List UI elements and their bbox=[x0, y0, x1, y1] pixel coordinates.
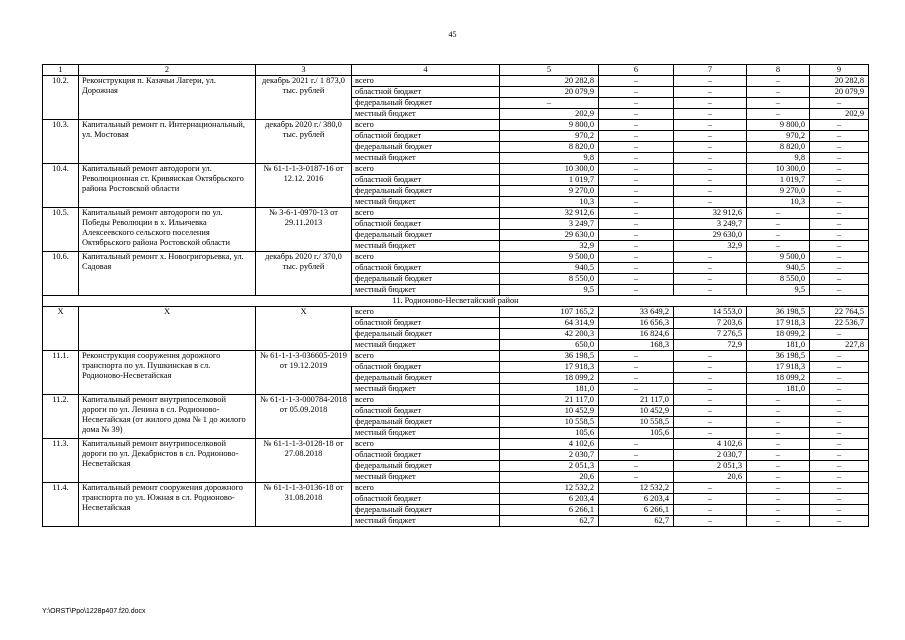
amount-cell: – bbox=[674, 252, 747, 263]
amount-cell: – bbox=[747, 461, 810, 472]
amount-cell: – bbox=[674, 417, 747, 428]
funding-source: федеральный бюджет bbox=[352, 461, 500, 472]
amount-cell: – bbox=[747, 439, 810, 450]
funding-source: всего bbox=[352, 252, 500, 263]
amount-cell: – bbox=[599, 164, 674, 175]
amount-cell: 18 099,2 bbox=[747, 329, 810, 340]
funding-source: местный бюджет bbox=[352, 241, 500, 252]
amount-cell: 33 649,2 bbox=[599, 307, 674, 318]
amount-cell: – bbox=[810, 395, 869, 406]
item-number: 10.6. bbox=[43, 252, 79, 296]
amount-cell: 650,0 bbox=[500, 340, 599, 351]
amount-cell: 14 553,0 bbox=[674, 307, 747, 318]
funding-source: всего bbox=[352, 208, 500, 219]
amount-cell: 20,6 bbox=[500, 472, 599, 483]
amount-cell: – bbox=[599, 98, 674, 109]
amount-cell: 32 912,6 bbox=[500, 208, 599, 219]
amount-cell: – bbox=[747, 241, 810, 252]
funding-source: федеральный бюджет bbox=[352, 142, 500, 153]
funding-source: всего bbox=[352, 351, 500, 362]
amount-cell: 10 452,9 bbox=[500, 406, 599, 417]
amount-cell: – bbox=[810, 472, 869, 483]
amount-cell: 22 536,7 bbox=[810, 318, 869, 329]
amount-cell: – bbox=[810, 219, 869, 230]
document-details: декабрь 2021 г./ 1 873,0 тыс. рублей bbox=[256, 76, 352, 120]
amount-cell: – bbox=[674, 406, 747, 417]
amount-cell: 29 630,0 bbox=[674, 230, 747, 241]
funding-source: местный бюджет bbox=[352, 153, 500, 164]
amount-cell: 2 030,7 bbox=[500, 450, 599, 461]
table-row bbox=[43, 164, 869, 175]
item-number: 11.3. bbox=[43, 439, 79, 483]
amount-cell: 4 102,6 bbox=[674, 439, 747, 450]
amount-cell: – bbox=[810, 186, 869, 197]
amount-cell: – bbox=[810, 329, 869, 340]
amount-cell: – bbox=[810, 131, 869, 142]
amount-cell: – bbox=[810, 428, 869, 439]
amount-cell: 18 099,2 bbox=[747, 373, 810, 384]
funding-source: всего bbox=[352, 120, 500, 131]
amount-cell: 107 165,2 bbox=[500, 307, 599, 318]
column-number-5: 5 bbox=[500, 65, 599, 76]
item-number: 10.2. bbox=[43, 76, 79, 120]
amount-cell: – bbox=[674, 186, 747, 197]
amount-cell: – bbox=[599, 472, 674, 483]
amount-cell: 7 203,6 bbox=[674, 318, 747, 329]
amount-cell: 168,3 bbox=[599, 340, 674, 351]
amount-cell: 9 270,0 bbox=[500, 186, 599, 197]
amount-cell: 4 102,6 bbox=[500, 439, 599, 450]
amount-cell: – bbox=[599, 362, 674, 373]
amount-cell: 10,3 bbox=[747, 197, 810, 208]
amount-cell: 940,5 bbox=[500, 263, 599, 274]
amount-cell: 105,6 bbox=[599, 428, 674, 439]
amount-cell: 2 051,3 bbox=[500, 461, 599, 472]
funding-source: местный бюджет bbox=[352, 472, 500, 483]
funding-source: всего bbox=[352, 307, 500, 318]
amount-cell: 1 019,7 bbox=[747, 175, 810, 186]
amount-cell: 36 198,5 bbox=[747, 351, 810, 362]
amount-cell: 20 079,9 bbox=[810, 87, 869, 98]
amount-cell: 940,5 bbox=[747, 263, 810, 274]
amount-cell: – bbox=[810, 351, 869, 362]
section-title: 11. Родионово-Несветайский район bbox=[43, 296, 869, 307]
table-row bbox=[43, 395, 869, 406]
amount-cell: 17 918,3 bbox=[747, 318, 810, 329]
amount-cell: – bbox=[674, 351, 747, 362]
amount-cell: – bbox=[599, 109, 674, 120]
amount-cell: – bbox=[810, 494, 869, 505]
amount-cell: 29 630,0 bbox=[500, 230, 599, 241]
amount-cell: 227,8 bbox=[810, 340, 869, 351]
amount-cell: – bbox=[599, 142, 674, 153]
funding-source: федеральный бюджет bbox=[352, 274, 500, 285]
amount-cell: 21 117,0 bbox=[599, 395, 674, 406]
funding-source: всего bbox=[352, 76, 500, 87]
table-row bbox=[43, 439, 869, 450]
funding-source: местный бюджет bbox=[352, 109, 500, 120]
amount-cell: – bbox=[599, 263, 674, 274]
amount-cell: – bbox=[674, 197, 747, 208]
amount-cell: 42 200,3 bbox=[500, 329, 599, 340]
funding-source: местный бюджет bbox=[352, 384, 500, 395]
total-marker: X bbox=[79, 307, 256, 351]
amount-cell: 6 203,4 bbox=[500, 494, 599, 505]
amount-cell: – bbox=[810, 230, 869, 241]
amount-cell: – bbox=[747, 109, 810, 120]
object-name: Капитальный ремонт сооружения дорожного транспорта по ул. Южная в сл. Родионово-Несветайская bbox=[79, 483, 256, 527]
funding-source: областной бюджет bbox=[352, 131, 500, 142]
column-number-8: 8 bbox=[747, 65, 810, 76]
total-marker: X bbox=[256, 307, 352, 351]
amount-cell: – bbox=[674, 384, 747, 395]
amount-cell: 36 198,5 bbox=[747, 307, 810, 318]
amount-cell: 8 550,0 bbox=[747, 274, 810, 285]
page-number: 45 bbox=[448, 30, 457, 39]
amount-cell: 2 030,7 bbox=[674, 450, 747, 461]
amount-cell: – bbox=[674, 164, 747, 175]
column-number-2: 2 bbox=[79, 65, 256, 76]
amount-cell: 62,7 bbox=[500, 516, 599, 527]
amount-cell: – bbox=[747, 417, 810, 428]
amount-cell: – bbox=[599, 197, 674, 208]
amount-cell: – bbox=[747, 76, 810, 87]
amount-cell: 181,0 bbox=[747, 340, 810, 351]
object-name: Капитальный ремонт внутрипоселковой дороги по ул. Декабристов в сл. Родионово-Несветайская bbox=[79, 439, 256, 483]
budget-table bbox=[42, 64, 869, 527]
amount-cell: 9,5 bbox=[747, 285, 810, 296]
item-number: 10.3. bbox=[43, 120, 79, 164]
document-details: № 61-1-1-3-000784-2018 от 05.09.2018 bbox=[256, 395, 352, 439]
amount-cell: – bbox=[599, 241, 674, 252]
amount-cell: – bbox=[599, 230, 674, 241]
amount-cell: 9,5 bbox=[500, 285, 599, 296]
document-details: № 61-1-1-3-0187-16 от 12.12. 2016 bbox=[256, 164, 352, 208]
amount-cell: – bbox=[810, 197, 869, 208]
amount-cell: – bbox=[747, 483, 810, 494]
amount-cell: – bbox=[674, 120, 747, 131]
amount-cell: 2 051,3 bbox=[674, 461, 747, 472]
amount-cell: – bbox=[810, 241, 869, 252]
section-row bbox=[43, 296, 869, 307]
amount-cell: 17 918,3 bbox=[747, 362, 810, 373]
amount-cell: 9 500,0 bbox=[500, 252, 599, 263]
amount-cell: 181,0 bbox=[500, 384, 599, 395]
amount-cell: – bbox=[747, 406, 810, 417]
amount-cell: 32,9 bbox=[674, 241, 747, 252]
amount-cell: – bbox=[599, 439, 674, 450]
amount-cell: – bbox=[810, 384, 869, 395]
table-row bbox=[43, 351, 869, 362]
item-number: 11.2. bbox=[43, 395, 79, 439]
amount-cell: 62,7 bbox=[599, 516, 674, 527]
item-number: 10.4. bbox=[43, 164, 79, 208]
amount-cell: 9,8 bbox=[500, 153, 599, 164]
amount-cell: – bbox=[810, 516, 869, 527]
object-name: Реконструкция п. Казачьи Лагери, ул. Дорожная bbox=[79, 76, 256, 120]
amount-cell: 36 198,5 bbox=[500, 351, 599, 362]
object-name: Капитальный ремонт внутрипоселковой дороги по ул. Ленина в сл. Родионово-Несветайская (от жилого дома № 1 до жилого дома № 39) bbox=[79, 395, 256, 439]
amount-cell: 6 266,1 bbox=[599, 505, 674, 516]
table-row bbox=[43, 76, 869, 87]
object-name: Капитальный ремонт автодороги ул. Революционная ст. Кривянская Октябрьского района Ростовской области bbox=[79, 164, 256, 208]
amount-cell: 10 558,5 bbox=[500, 417, 599, 428]
amount-cell: 18 099,2 bbox=[500, 373, 599, 384]
amount-cell: 9 800,0 bbox=[500, 120, 599, 131]
amount-cell: – bbox=[599, 120, 674, 131]
amount-cell: 970,2 bbox=[747, 131, 810, 142]
document-details: № 3-6-1-0970-13 от 29.11.2013 bbox=[256, 208, 352, 252]
amount-cell: – bbox=[747, 505, 810, 516]
amount-cell: 970,2 bbox=[500, 131, 599, 142]
amount-cell: 9 500,0 bbox=[747, 252, 810, 263]
amount-cell: – bbox=[810, 153, 869, 164]
funding-source: федеральный бюджет bbox=[352, 98, 500, 109]
amount-cell: – bbox=[674, 109, 747, 120]
funding-source: областной бюджет bbox=[352, 406, 500, 417]
column-number-3: 3 bbox=[256, 65, 352, 76]
document-details: № 61-1-1-3-036605-2019 от 19.12.2019 bbox=[256, 351, 352, 395]
amount-cell: 7 276,5 bbox=[674, 329, 747, 340]
item-number: 10.5. bbox=[43, 208, 79, 252]
document-details: декабрь 2020 г./ 370,0 тыс. рублей bbox=[256, 252, 352, 296]
amount-cell: 32 912,6 bbox=[674, 208, 747, 219]
amount-cell: – bbox=[747, 395, 810, 406]
amount-cell: – bbox=[674, 505, 747, 516]
amount-cell: – bbox=[500, 98, 599, 109]
amount-cell: 202,9 bbox=[810, 109, 869, 120]
amount-cell: – bbox=[810, 164, 869, 175]
amount-cell: – bbox=[810, 461, 869, 472]
amount-cell: – bbox=[810, 505, 869, 516]
funding-source: областной бюджет bbox=[352, 219, 500, 230]
amount-cell: – bbox=[747, 219, 810, 230]
amount-cell: – bbox=[810, 120, 869, 131]
funding-source: всего bbox=[352, 395, 500, 406]
amount-cell: – bbox=[747, 494, 810, 505]
funding-source: федеральный бюджет bbox=[352, 329, 500, 340]
amount-cell: 8 820,0 bbox=[500, 142, 599, 153]
amount-cell: – bbox=[810, 439, 869, 450]
amount-cell: 72,9 bbox=[674, 340, 747, 351]
amount-cell: 20 282,8 bbox=[500, 76, 599, 87]
amount-cell: – bbox=[674, 98, 747, 109]
amount-cell: – bbox=[599, 384, 674, 395]
amount-cell: 20 079,9 bbox=[500, 87, 599, 98]
funding-source: федеральный бюджет bbox=[352, 230, 500, 241]
amount-cell: 20,6 bbox=[674, 472, 747, 483]
table-row bbox=[43, 483, 869, 494]
amount-cell: – bbox=[810, 450, 869, 461]
amount-cell: 9 270,0 bbox=[747, 186, 810, 197]
amount-cell: 181,0 bbox=[747, 384, 810, 395]
funding-source: всего bbox=[352, 164, 500, 175]
amount-cell: – bbox=[674, 285, 747, 296]
column-number-1: 1 bbox=[43, 65, 79, 76]
amount-cell: – bbox=[674, 131, 747, 142]
amount-cell: – bbox=[599, 351, 674, 362]
amount-cell: 12 532,2 bbox=[599, 483, 674, 494]
amount-cell: – bbox=[674, 362, 747, 373]
amount-cell: – bbox=[747, 87, 810, 98]
funding-source: местный бюджет bbox=[352, 340, 500, 351]
amount-cell: – bbox=[674, 483, 747, 494]
funding-source: местный бюджет bbox=[352, 197, 500, 208]
amount-cell: 21 117,0 bbox=[500, 395, 599, 406]
amount-cell: – bbox=[810, 285, 869, 296]
funding-source: федеральный бюджет bbox=[352, 186, 500, 197]
column-number-6: 6 bbox=[599, 65, 674, 76]
amount-cell: – bbox=[674, 428, 747, 439]
document-details: № 61-1-1-3-0136-18 от 31.08.2018 bbox=[256, 483, 352, 527]
amount-cell: – bbox=[747, 516, 810, 527]
table-header-row bbox=[43, 65, 869, 76]
funding-source: областной бюджет bbox=[352, 494, 500, 505]
amount-cell: – bbox=[599, 373, 674, 384]
amount-cell: – bbox=[674, 516, 747, 527]
amount-cell: – bbox=[810, 362, 869, 373]
amount-cell: – bbox=[599, 208, 674, 219]
item-number: 11.1. bbox=[43, 351, 79, 395]
amount-cell: – bbox=[674, 175, 747, 186]
amount-cell: 10 300,0 bbox=[747, 164, 810, 175]
funding-source: областной бюджет bbox=[352, 450, 500, 461]
object-name: Капитальный ремонт п. Интернациональный, ул. Мостовая bbox=[79, 120, 256, 164]
column-number-7: 7 bbox=[674, 65, 747, 76]
amount-cell: – bbox=[810, 406, 869, 417]
amount-cell: – bbox=[674, 76, 747, 87]
amount-cell: – bbox=[599, 76, 674, 87]
object-name: Капитальный ремонт х. Новогригорьевка, ул. Садовая bbox=[79, 252, 256, 296]
amount-cell: 9 800,0 bbox=[747, 120, 810, 131]
amount-cell: – bbox=[599, 450, 674, 461]
amount-cell: – bbox=[747, 450, 810, 461]
amount-cell: – bbox=[810, 263, 869, 274]
amount-cell: – bbox=[599, 461, 674, 472]
funding-source: федеральный бюджет bbox=[352, 505, 500, 516]
amount-cell: – bbox=[599, 153, 674, 164]
funding-source: местный бюджет bbox=[352, 516, 500, 527]
table-row bbox=[43, 208, 869, 219]
funding-source: областной бюджет bbox=[352, 318, 500, 329]
amount-cell: 16 824,6 bbox=[599, 329, 674, 340]
amount-cell: – bbox=[599, 285, 674, 296]
amount-cell: 64 314,9 bbox=[500, 318, 599, 329]
amount-cell: – bbox=[674, 373, 747, 384]
amount-cell: 3 249,7 bbox=[674, 219, 747, 230]
amount-cell: 10 558,5 bbox=[599, 417, 674, 428]
amount-cell: – bbox=[674, 153, 747, 164]
amount-cell: 9,8 bbox=[747, 153, 810, 164]
amount-cell: – bbox=[810, 175, 869, 186]
amount-cell: – bbox=[747, 230, 810, 241]
amount-cell: 6 266,1 bbox=[500, 505, 599, 516]
item-number: 11.4. bbox=[43, 483, 79, 527]
amount-cell: – bbox=[599, 186, 674, 197]
amount-cell: – bbox=[747, 428, 810, 439]
amount-cell: – bbox=[674, 274, 747, 285]
amount-cell: 12 532,2 bbox=[500, 483, 599, 494]
object-name: Капитальный ремонт автодороги по ул. Победы Революции в х. Ильичевка Алексеевского сельского поселения Октябрьского района Ростовской области bbox=[79, 208, 256, 252]
amount-cell: – bbox=[810, 252, 869, 263]
amount-cell: – bbox=[747, 208, 810, 219]
amount-cell: – bbox=[810, 208, 869, 219]
amount-cell: – bbox=[674, 142, 747, 153]
amount-cell: – bbox=[674, 395, 747, 406]
document-details: № 61-1-1-3-0128-18 от 27.08.2018 bbox=[256, 439, 352, 483]
funding-source: федеральный бюджет bbox=[352, 373, 500, 384]
amount-cell: – bbox=[810, 417, 869, 428]
funding-source: областной бюджет bbox=[352, 175, 500, 186]
amount-cell: 10,3 bbox=[500, 197, 599, 208]
amount-cell: – bbox=[599, 252, 674, 263]
amount-cell: – bbox=[810, 142, 869, 153]
funding-source: всего bbox=[352, 483, 500, 494]
column-number-9: 9 bbox=[810, 65, 869, 76]
amount-cell: 3 249,7 bbox=[500, 219, 599, 230]
amount-cell: – bbox=[599, 87, 674, 98]
amount-cell: – bbox=[674, 263, 747, 274]
amount-cell: 10 300,0 bbox=[500, 164, 599, 175]
amount-cell: – bbox=[810, 274, 869, 285]
amount-cell: 16 656,3 bbox=[599, 318, 674, 329]
column-number-4: 4 bbox=[352, 65, 500, 76]
amount-cell: 1 019,7 bbox=[500, 175, 599, 186]
amount-cell: – bbox=[810, 483, 869, 494]
amount-cell: 202,9 bbox=[500, 109, 599, 120]
document-details: декабрь 2020 г./ 380,0 тыс. рублей bbox=[256, 120, 352, 164]
amount-cell: – bbox=[674, 87, 747, 98]
funding-source: областной бюджет bbox=[352, 263, 500, 274]
amount-cell: – bbox=[599, 175, 674, 186]
table-row bbox=[43, 252, 869, 263]
funding-source: местный бюджет bbox=[352, 285, 500, 296]
amount-cell: – bbox=[747, 98, 810, 109]
total-marker: X bbox=[43, 307, 79, 351]
amount-cell: 10 452,9 bbox=[599, 406, 674, 417]
amount-cell: 22 764,5 bbox=[810, 307, 869, 318]
amount-cell: – bbox=[810, 98, 869, 109]
amount-cell: 17 918,3 bbox=[500, 362, 599, 373]
amount-cell: 8 550,0 bbox=[500, 274, 599, 285]
amount-cell: – bbox=[747, 472, 810, 483]
table-row bbox=[43, 307, 869, 318]
funding-source: федеральный бюджет bbox=[352, 417, 500, 428]
amount-cell: 6 203,4 bbox=[599, 494, 674, 505]
object-name: Реконструкция сооружения дорожного транспорта по ул. Пушкинская в сл. Родионово-Несветайская bbox=[79, 351, 256, 395]
funding-source: всего bbox=[352, 439, 500, 450]
amount-cell: – bbox=[599, 219, 674, 230]
amount-cell: 20 282,8 bbox=[810, 76, 869, 87]
funding-source: областной бюджет bbox=[352, 87, 500, 98]
funding-source: областной бюджет bbox=[352, 362, 500, 373]
amount-cell: – bbox=[810, 373, 869, 384]
amount-cell: – bbox=[599, 274, 674, 285]
file-path-footer: Y:\ORST\Ppo\1228p407.f20.docx bbox=[42, 608, 146, 615]
funding-source: местный бюджет bbox=[352, 428, 500, 439]
amount-cell: 105,6 bbox=[500, 428, 599, 439]
amount-cell: – bbox=[674, 494, 747, 505]
amount-cell: – bbox=[599, 131, 674, 142]
table-row bbox=[43, 120, 869, 131]
amount-cell: 8 820,0 bbox=[747, 142, 810, 153]
amount-cell: 32,9 bbox=[500, 241, 599, 252]
